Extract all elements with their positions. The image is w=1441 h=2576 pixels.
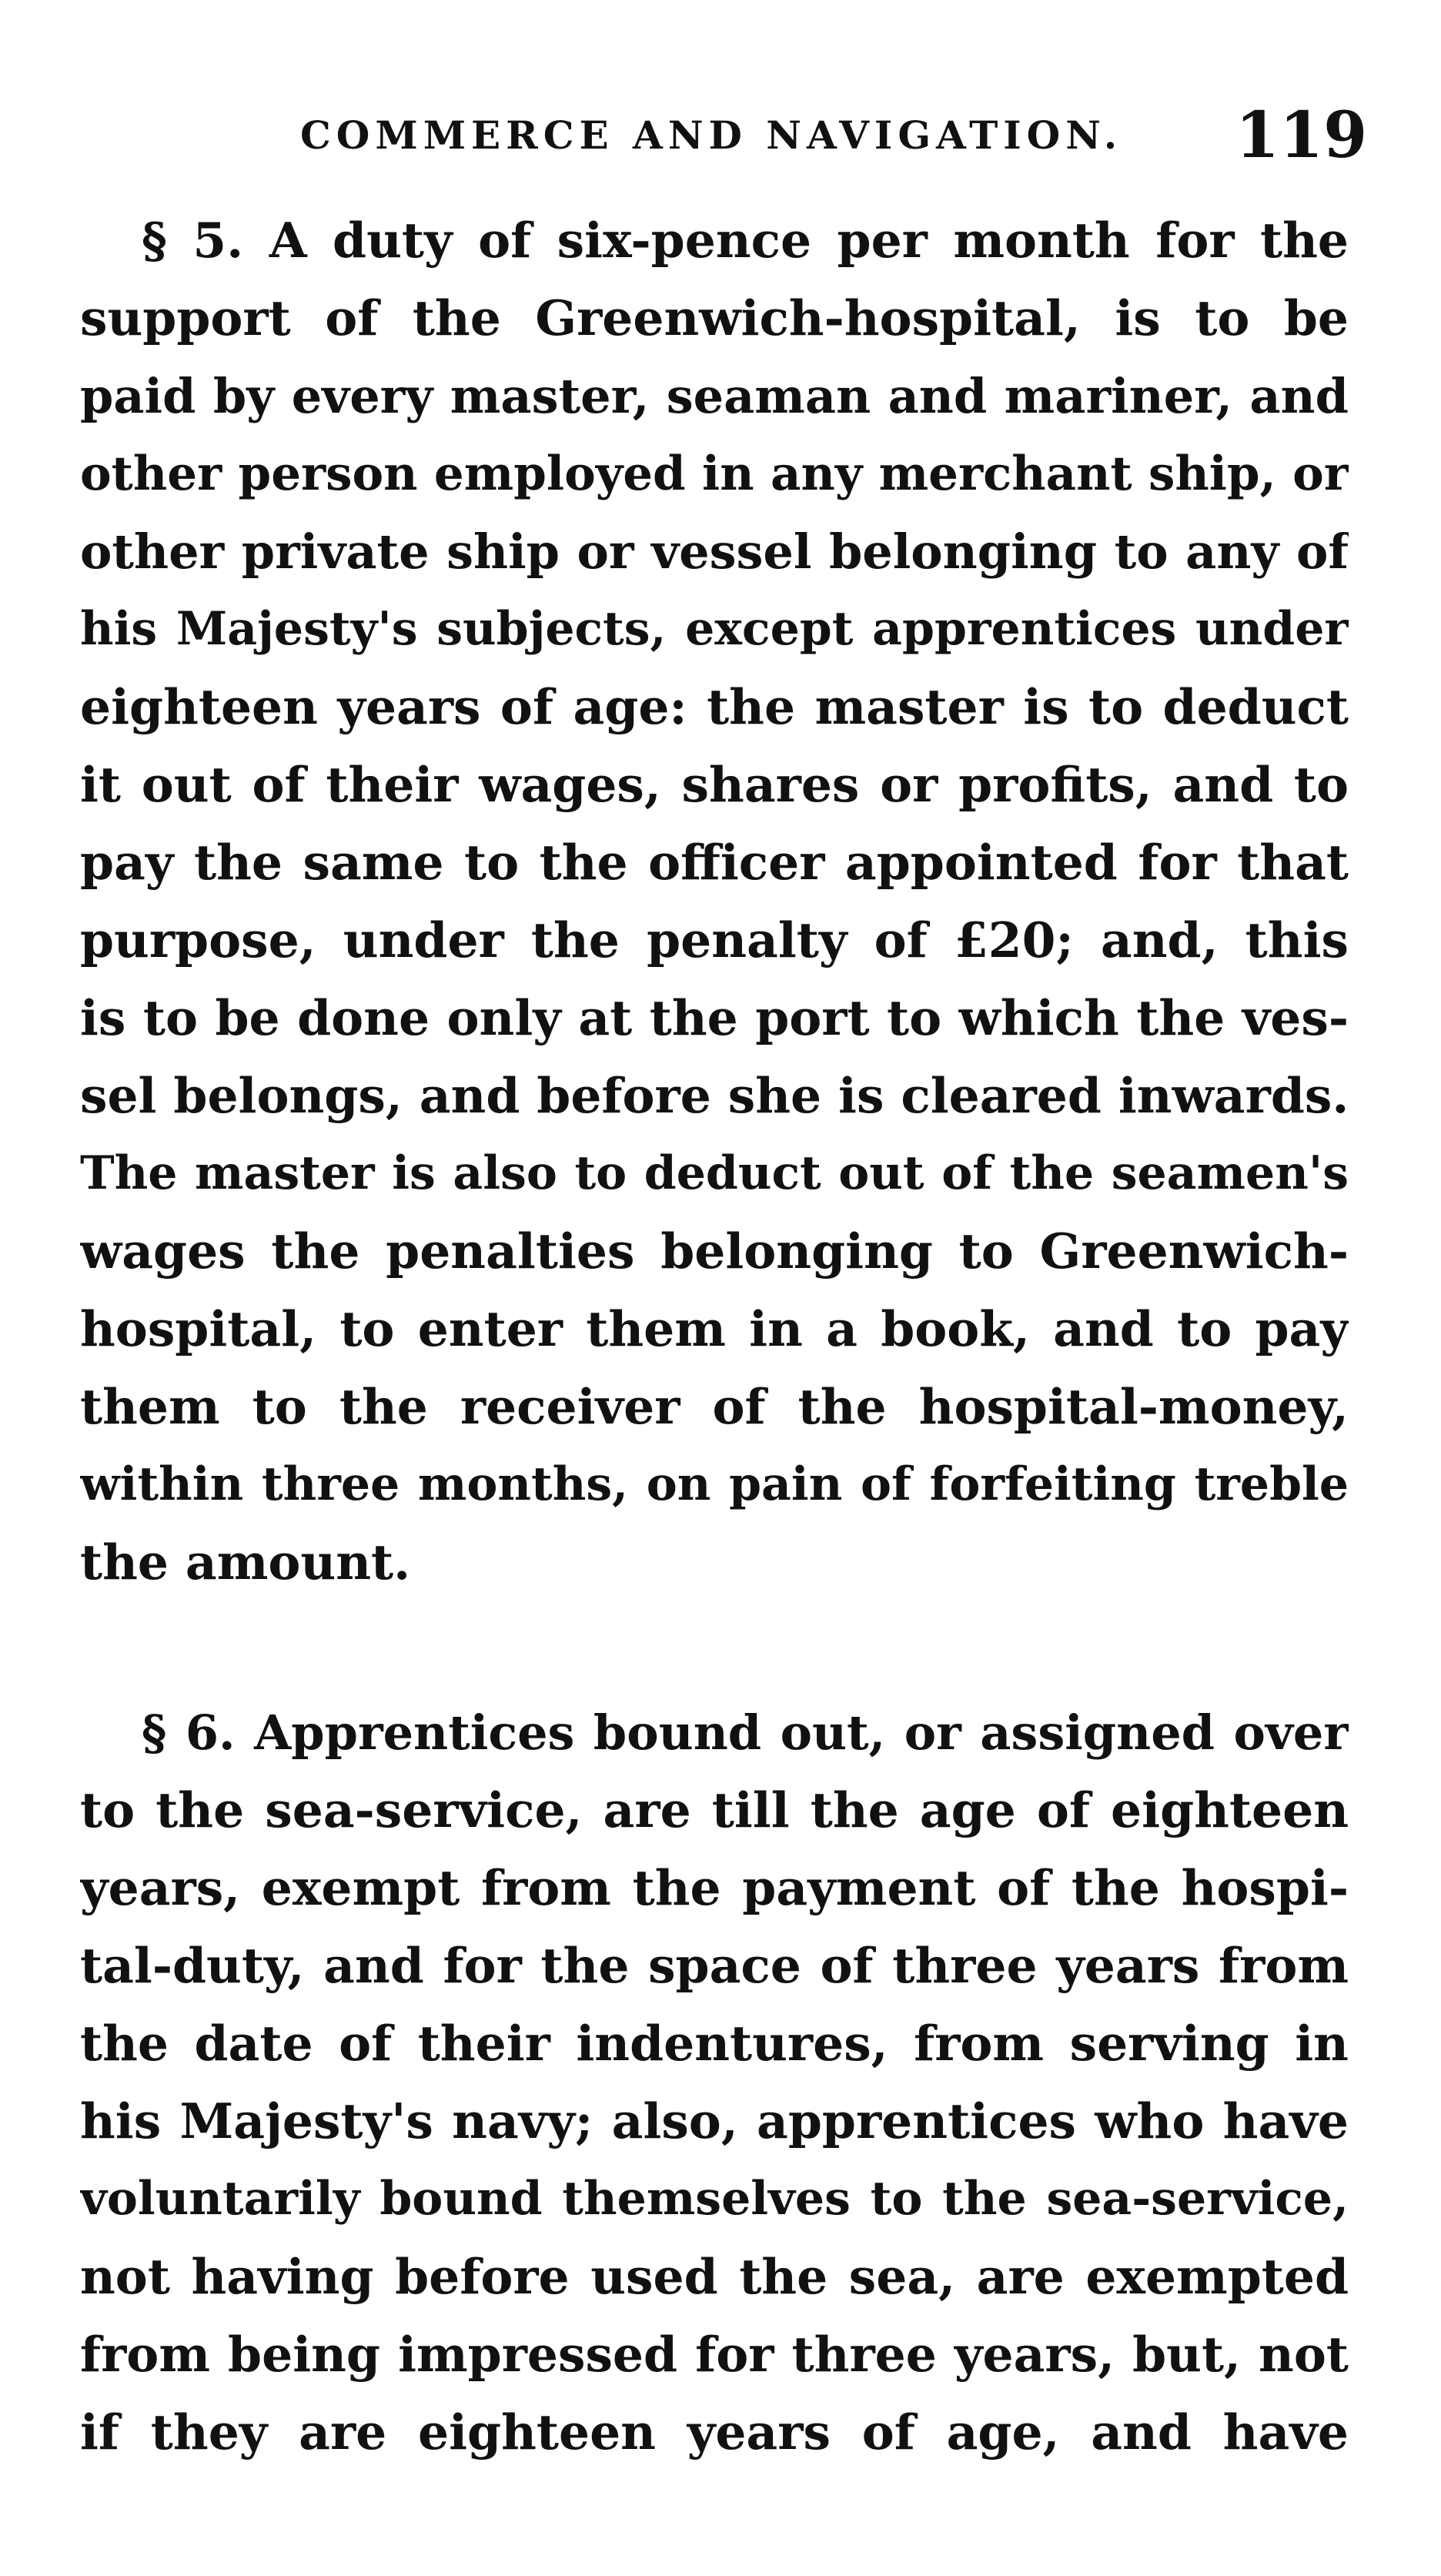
paragraph-line: purpose, under the penalty of £20; and, this	[80, 912, 1349, 969]
running-head	[300, 99, 1368, 176]
paragraph-line: is to be done only at the port to which the ves-	[80, 989, 1349, 1046]
paragraph-line: support of the Greenwich-hospital, is to be	[80, 289, 1349, 346]
paragraph-line: eighteen years of age: the master is to deduct	[80, 678, 1349, 735]
paragraph-line: his Majesty's subjects, except apprentices under	[80, 602, 1349, 656]
paragraph-line	[80, 202, 1349, 279]
section-mark: § 5.	[142, 212, 244, 269]
paragraph-line: The master is also to deduct out of the seamen's	[80, 1146, 1349, 1200]
paragraph-line: years, exempt from the payment of the hospi-	[80, 1859, 1349, 1916]
paragraph-line: it out of their wages, shares or profits, and to	[80, 756, 1349, 813]
paragraph-line: hospital, to enter them in a book, and to pay	[80, 1300, 1349, 1357]
line-text: A duty of six-pence per month for the	[269, 212, 1349, 269]
paragraph-line: them to the receiver of the hospital-money,	[80, 1378, 1349, 1435]
paragraph-section-5	[80, 202, 1349, 1601]
paragraph-line: paid by every master, seaman and mariner, and	[80, 368, 1349, 424]
paragraph-line: from being impressed for three years, but, not	[80, 2326, 1349, 2383]
paragraph-line: his Majesty's navy; also, apprentices who have	[80, 2093, 1349, 2149]
paragraph-section-6	[80, 1694, 1349, 2471]
line-text: Apprentices bound out, or assigned over	[254, 1705, 1349, 1761]
paragraph-line: if they are eighteen years of age, and have	[80, 2404, 1349, 2461]
paragraph-line: sel belongs, and before she is cleared inwards.	[80, 1067, 1349, 1124]
paragraph-line	[80, 1694, 1349, 1771]
paragraph-line: other person employed in any merchant ship, or	[80, 447, 1349, 501]
section-mark: § 6.	[142, 1705, 236, 1761]
paragraph-line: not having before used the sea, are exempted	[80, 2248, 1349, 2305]
paragraph-line: the amount.	[80, 1534, 411, 1591]
paragraph-line: tal-duty, and for the space of three years from	[80, 1937, 1349, 1994]
paragraph-line: wages the penalties belonging to Greenwich-	[80, 1223, 1349, 1280]
running-title: COMMERCE AND NAVIGATION.	[300, 112, 1123, 158]
paragraph-line: voluntarily bound themselves to the sea-service,	[80, 2172, 1349, 2226]
paragraph-line: the date of their indentures, from serving in	[80, 2015, 1349, 2072]
paragraph-line: to the sea-service, are till the age of eighteen	[80, 1781, 1349, 1838]
paragraph-line: within three months, on pain of forfeiting treble	[80, 1457, 1349, 1511]
paragraph-line: other private ship or vessel belonging to any of	[80, 524, 1349, 580]
paragraph-line: pay the same to the officer appointed for that	[80, 834, 1349, 891]
page-number: 119	[1235, 99, 1368, 172]
